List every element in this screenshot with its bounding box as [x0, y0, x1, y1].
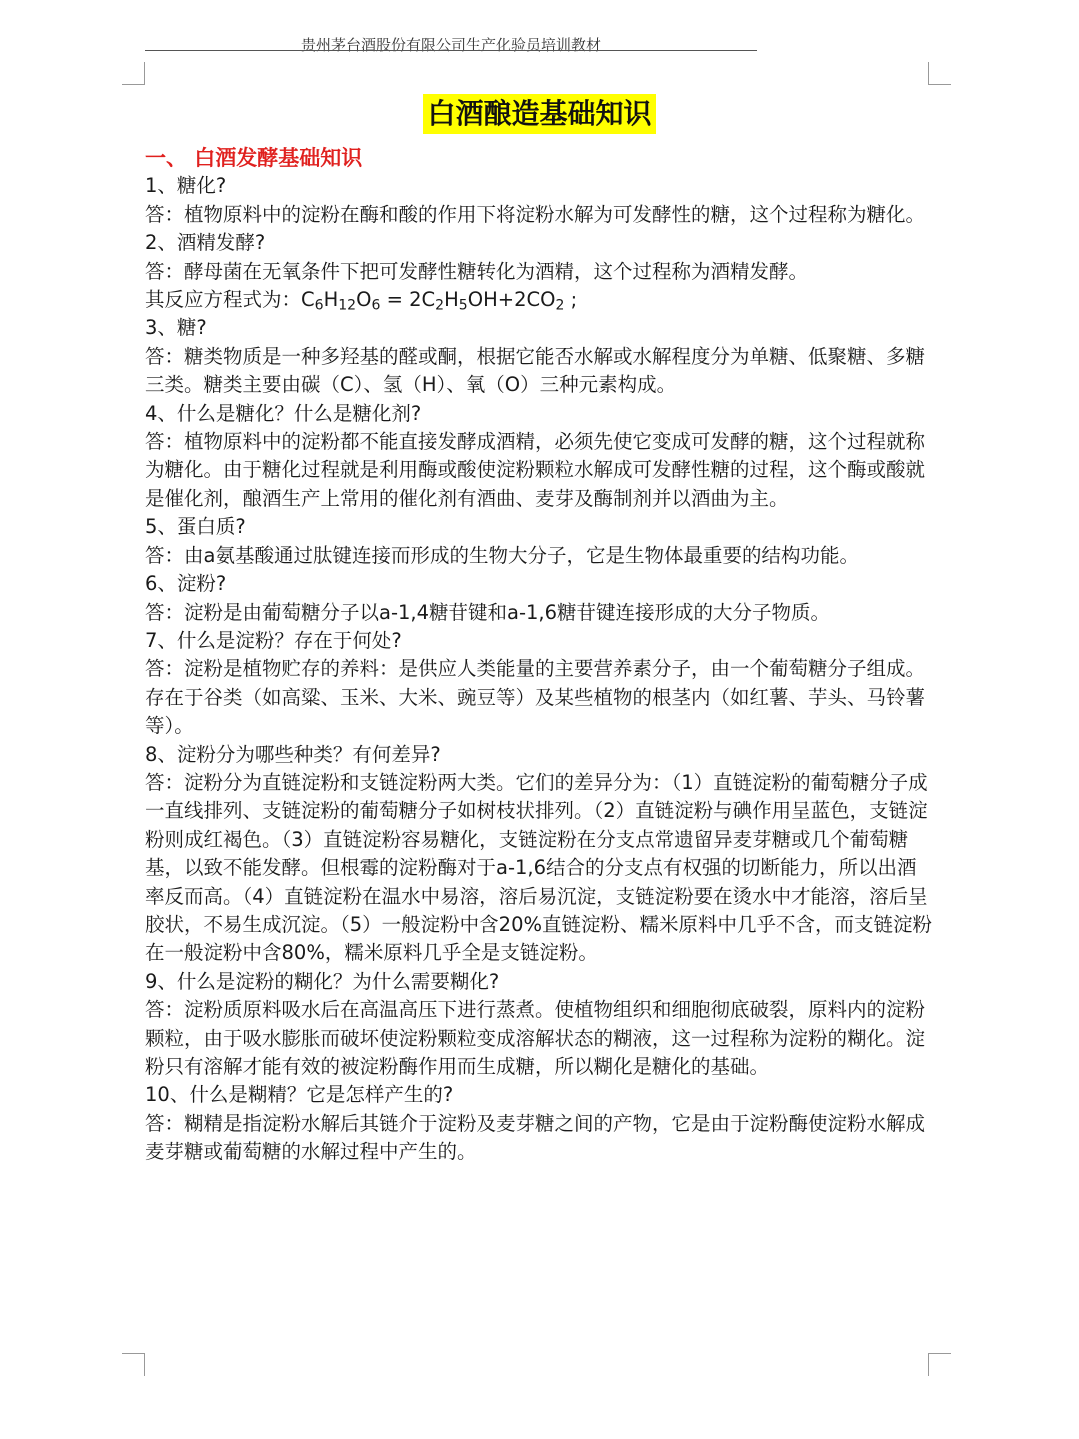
header-rule: [145, 50, 757, 51]
question-9: 9、什么是淀粉的糊化？为什么需要糊化?: [145, 969, 500, 993]
document-title: 白酒酿造基础知识: [423, 94, 655, 134]
page-header: 贵州茅台酒股份有限公司生产化验员培训教材: [300, 36, 601, 54]
corner-mark-bottom-right: [928, 1353, 951, 1376]
section-heading: 一、 白酒发酵基础知识: [145, 146, 363, 170]
question-4: 4、什么是糖化？什么是糖化剂?: [145, 401, 422, 425]
corner-mark-top-left: [122, 62, 145, 85]
question-2: 2、酒精发酵?: [145, 231, 266, 255]
corner-mark-bottom-left: [122, 1353, 145, 1376]
question-1: 1、糖化?: [145, 174, 227, 198]
question-5: 5、蛋白质?: [145, 515, 246, 539]
answer-1: 答：植物原料中的淀粉在酶和酸的作用下将淀粉水解为可发酵性的糖，这个过程称为糖化。: [145, 202, 926, 226]
document-body: [145, 144, 935, 1167]
corner-mark-top-right: [928, 62, 951, 85]
question-3: 3、糖?: [145, 316, 207, 340]
question-8: 8、淀粉分为哪些种类？有何差异?: [145, 742, 441, 766]
reaction-formula: 其反应方程式为：$C_6H_{12}O_6 = 2C_2H_5OH+2CO_2$ ;: [145, 288, 578, 314]
question-10: 10、什么是糊精？它是怎样产生的?: [145, 1083, 454, 1107]
question-6: 6、淀粉?: [145, 572, 227, 596]
answer-2: 答：酵母菌在无氧条件下把可发酵性糖转化为酒精，这个过程称为酒精发酵。: [145, 259, 809, 283]
answer-4: 答：植物原料中的淀粉都不能直接发酵成酒精，必须先使它变成可发酵的糖，这个过程就称为糖化。由于糖化过程就是利用酶或酸使淀粉颗粒水解成可发酵性糖的过程，这个酶或酸就是催化剂，酿酒生产上常用的催化剂有酒曲、麦芽及酶制剂并以酒曲为主。: [145, 430, 926, 510]
answer-8: 答：淀粉分为直链淀粉和支链淀粉两大类。它们的差异分为：（1）直链淀粉的葡萄糖分子成一直线排列、支链淀粉的葡萄糖分子如树枝状排列。（2）直链淀粉与碘作用呈蓝色，支链淀粉则成红褐色。（3）直链淀粉容易糖化，支链淀粉在分支点常遗留异麦芽糖或几个葡萄糖基，以致不能发酵。但根霉的淀粉酶对于a-1,6结合的分支点有权强的切断能力，所以出酒率反而高。（4）直链淀粉在温水中易溶，溶后易沉淀，支链淀粉要在烫水中才能溶，溶后呈胶状，不易生成沉淀。（5）一般淀粉中含20%直链淀粉、糯米原料中几乎不含，而支链淀粉在一般淀粉中含80%，糯米原料几乎全是支链淀粉。: [145, 770, 932, 965]
answer-6: 答：淀粉是由葡萄糖分子以a-1,4糖苷键和a-1,6糖苷键连接形成的大分子物质。: [145, 600, 830, 624]
answer-5: 答：由a氨基酸通过肽键连接而形成的生物大分子，它是生物体最重要的结构功能。: [145, 543, 859, 567]
title-wrap: [0, 94, 1079, 134]
answer-3: 答：糖类物质是一种多羟基的醛或酮，根据它能否水解或水解程度分为单糖、低聚糖、多糖三类。糖类主要由碳（C）、氢（H）、氧（O）三种元素构成。: [145, 344, 926, 397]
answer-10: 答：糊精是指淀粉水解后其链介于淀粉及麦芽糖之间的产物，它是由于淀粉酶使淀粉水解成麦芽糖或葡萄糖的水解过程中产生的。: [145, 1111, 926, 1164]
answer-7: 答：淀粉是植物贮存的养料：是供应人类能量的主要营养素分子，由一个葡萄糖分子组成。存在于谷类（如高粱、玉米、大米、豌豆等）及某些植物的根茎内（如红薯、芋头、马铃薯等）。: [145, 657, 926, 738]
answer-9: 答：淀粉质原料吸水后在高温高压下进行蒸煮。使植物组织和细胞彻底破裂，原料内的淀粉颗粒，由于吸水膨胀而破坏使淀粉颗粒变成溶解状态的糊液，这一过程称为淀粉的糊化。淀粉只有溶解才能有效的被淀粉酶作用而生成糖，所以糊化是糖化的基础。: [145, 998, 926, 1078]
question-7: 7、什么是淀粉？存在于何处?: [145, 628, 402, 652]
